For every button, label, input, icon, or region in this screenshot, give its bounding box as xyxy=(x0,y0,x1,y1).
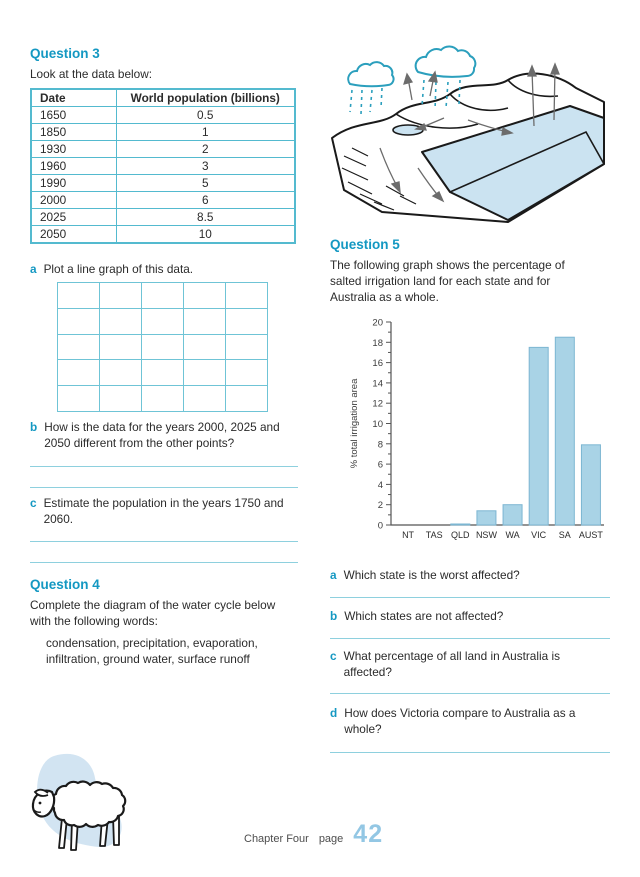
question3-title: Question 3 xyxy=(30,46,100,61)
grid-cell xyxy=(100,360,142,386)
table-cell: 1990 xyxy=(31,175,116,192)
part-marker: a xyxy=(330,568,337,582)
y-tick-label: 18 xyxy=(372,337,383,349)
part-text: What percentage of all land in Australia is affected? xyxy=(343,649,560,679)
table-cell: 2000 xyxy=(31,192,116,209)
cloud-icon xyxy=(348,46,475,86)
grid-cell xyxy=(58,335,100,361)
table-header-cell: World population (billions) xyxy=(116,89,295,107)
grid-cell xyxy=(142,386,184,412)
table-cell: 10 xyxy=(116,226,295,244)
plot-grid xyxy=(57,282,268,412)
part-text: How is the data for the years 2000, 2025 and 2050 different from the other points? xyxy=(44,420,280,450)
grid-cell xyxy=(58,309,100,335)
y-axis-label: % total irrigation area xyxy=(349,378,360,469)
part-marker: a xyxy=(30,262,37,276)
grid-cell xyxy=(226,335,268,361)
question3-part-a xyxy=(30,262,310,278)
part-marker: b xyxy=(330,609,338,623)
page-footer xyxy=(244,820,383,849)
page-word: page xyxy=(318,833,344,845)
part-text: Estimate the population in the years 1750 and 2060. xyxy=(43,496,284,526)
bar-nsw xyxy=(477,511,496,525)
bar-vic xyxy=(529,347,548,525)
y-tick-label: 8 xyxy=(377,439,383,451)
y-tick-label: 4 xyxy=(377,479,383,491)
question4-intro: Complete the diagram of the water cycle below with the following words: xyxy=(30,598,276,628)
question4-title: Question 4 xyxy=(30,577,100,592)
part-text: Which states are not affected? xyxy=(344,609,504,623)
answer-line xyxy=(330,752,610,753)
sheep-body xyxy=(51,782,126,827)
y-tick-label: 14 xyxy=(372,378,383,390)
question5-title: Question 5 xyxy=(330,237,400,252)
table-cell: 6 xyxy=(116,192,295,209)
answer-line xyxy=(30,541,298,542)
table-cell: 1930 xyxy=(31,141,116,158)
grid-cell xyxy=(58,283,100,309)
grid-cell xyxy=(142,309,184,335)
table-cell: 3 xyxy=(116,158,295,175)
y-tick-label: 12 xyxy=(372,398,383,410)
answer-line xyxy=(30,466,298,467)
x-category-label: WA xyxy=(505,530,520,540)
grid-cell xyxy=(100,309,142,335)
question5-part-b xyxy=(330,609,612,625)
water-cycle-illustration xyxy=(322,36,616,230)
sheep-illustration xyxy=(20,748,150,860)
x-category-label: QLD xyxy=(451,530,470,540)
grid-cell xyxy=(58,360,100,386)
page-number: 42 xyxy=(353,820,384,848)
question5-part-a xyxy=(330,568,612,584)
grid-cell xyxy=(100,335,142,361)
y-tick-label: 16 xyxy=(372,358,383,370)
grid-cell xyxy=(226,386,268,412)
grid-cell xyxy=(142,335,184,361)
question3-part-c xyxy=(30,496,312,528)
grid-cell xyxy=(184,309,226,335)
table-row xyxy=(31,107,295,124)
question3-intro: Look at the data below: xyxy=(30,67,152,81)
bar-aust xyxy=(581,445,600,525)
grid-cell xyxy=(184,360,226,386)
table-row xyxy=(31,158,295,175)
x-category-label: NT xyxy=(402,530,415,540)
table-cell: 5 xyxy=(116,175,295,192)
population-table xyxy=(30,88,296,244)
part-text: Plot a line graph of this data. xyxy=(43,262,194,276)
grid-cell xyxy=(100,386,142,412)
x-category-label: SA xyxy=(558,530,571,540)
grid-cell xyxy=(184,283,226,309)
answer-line xyxy=(330,638,610,639)
table-row xyxy=(31,192,295,209)
table-cell: 0.5 xyxy=(116,107,295,124)
grid-cell xyxy=(58,386,100,412)
part-marker: d xyxy=(330,706,338,720)
y-tick-label: 10 xyxy=(372,419,383,430)
x-category-label: VIC xyxy=(531,530,547,540)
answer-line xyxy=(330,693,610,694)
part-text: Which state is the worst affected? xyxy=(343,568,520,582)
y-tick-label: 0 xyxy=(377,520,383,532)
part-marker: b xyxy=(30,420,38,434)
bar-sa xyxy=(555,337,574,525)
table-cell: 1650 xyxy=(31,107,116,124)
grid-cell xyxy=(100,283,142,309)
table-cell: 8.5 xyxy=(116,209,295,226)
table-row xyxy=(31,175,295,192)
chapter-label: Chapter Four xyxy=(244,833,309,845)
x-category-label: TAS xyxy=(425,530,443,540)
table-cell: 1 xyxy=(116,124,295,141)
grid-cell xyxy=(226,360,268,386)
table-row xyxy=(31,124,295,141)
part-text: How does Victoria compare to Australia as a whole? xyxy=(344,706,576,736)
table-cell: 2025 xyxy=(31,209,116,226)
grid-cell xyxy=(142,360,184,386)
question5-part-c xyxy=(330,649,612,681)
table-cell: 1850 xyxy=(31,124,116,141)
grid-cell xyxy=(226,309,268,335)
y-tick-label: 6 xyxy=(377,459,383,471)
question5-intro: The following graph shows the percentage of salted irrigation land for each state and for Australia as a whole. xyxy=(330,258,565,304)
table-header-cell: Date xyxy=(31,89,116,107)
bar-chart xyxy=(347,310,612,555)
table-row xyxy=(31,209,295,226)
grid-cell xyxy=(142,283,184,309)
table-row xyxy=(31,226,295,244)
grid-cell xyxy=(184,335,226,361)
answer-line xyxy=(30,562,298,563)
question4-word-list: condensation, precipitation, evaporation, infiltration, ground water, surface runoff xyxy=(46,636,258,666)
table-cell: 1960 xyxy=(31,158,116,175)
grid-cell xyxy=(184,386,226,412)
answer-line xyxy=(30,487,298,488)
x-category-label: AUST xyxy=(578,530,603,540)
bar-wa xyxy=(503,505,522,525)
sheep-eye xyxy=(39,802,42,805)
table-cell: 2 xyxy=(116,141,295,158)
y-tick-label: 20 xyxy=(372,317,383,329)
part-marker: c xyxy=(330,649,337,663)
answer-line xyxy=(330,597,610,598)
y-tick-label: 2 xyxy=(377,500,383,512)
table-row xyxy=(31,141,295,158)
question5-part-d xyxy=(330,706,612,738)
table-cell: 2050 xyxy=(31,226,116,244)
question3-part-b xyxy=(30,420,312,452)
grid-cell xyxy=(226,283,268,309)
bar-qld xyxy=(451,524,470,525)
x-category-label: NSW xyxy=(475,530,497,540)
part-marker: c xyxy=(30,496,37,510)
